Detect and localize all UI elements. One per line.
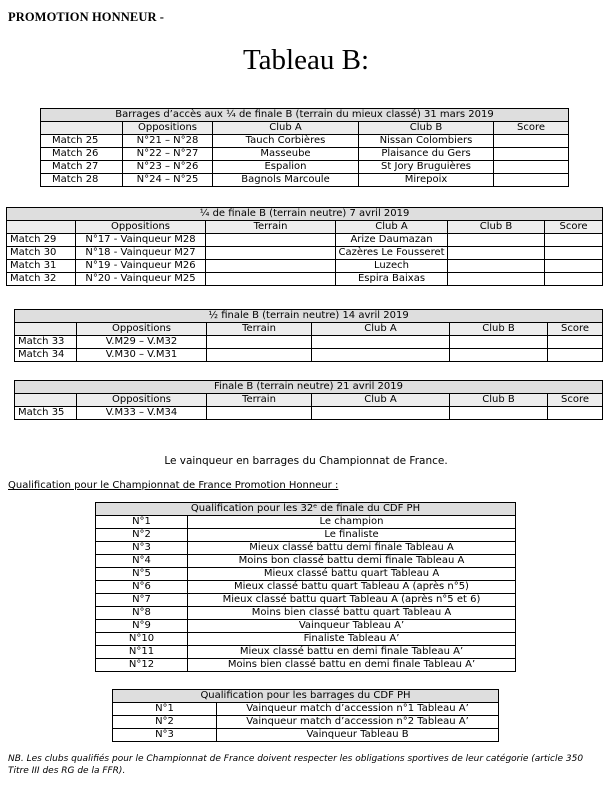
club-a	[312, 349, 450, 362]
col-header-terrain: Terrain	[207, 394, 312, 407]
col-header-club-b: Club B	[448, 221, 545, 234]
opposition: N°24 – N°25	[123, 174, 213, 187]
rank: N°6	[96, 581, 188, 594]
club-b: Nissan Colombiers	[359, 135, 494, 148]
qualification-cdf-caption: Qualification pour les 32ᵉ de finale du CDF PH	[96, 503, 516, 516]
club-b	[448, 247, 545, 260]
table-row	[7, 273, 603, 286]
rank: N°5	[96, 568, 188, 581]
table-row	[96, 594, 516, 607]
page-title: Tableau B:	[242, 44, 369, 76]
table-row	[15, 349, 603, 362]
table-row	[41, 174, 569, 187]
qualification-desc: Moins bien classé battu en demi finale Tableau A’	[188, 659, 516, 672]
opposition: N°19 - Vainqueur M26	[76, 260, 206, 273]
match-label: Match 35	[15, 407, 77, 420]
club-b: Plaisance du Gers	[359, 148, 494, 161]
table-row	[96, 633, 516, 646]
table-row	[113, 716, 499, 729]
opposition: V.M29 – V.M32	[77, 336, 207, 349]
club-a: Bagnols Marcoule	[213, 174, 359, 187]
terrain	[206, 247, 336, 260]
qualification-barrages-caption: Qualification pour les barrages du CDF PH	[113, 690, 499, 703]
rank: N°1	[113, 703, 217, 716]
match-label: Match 33	[15, 336, 77, 349]
qualification-desc: Moins bien classé battu quart Tableau A	[188, 607, 516, 620]
col-header-oppositions: Oppositions	[123, 122, 213, 135]
club-a: Cazères Le Fousseret	[336, 247, 448, 260]
qualification-desc: Mieux classé battu quart Tableau A (après n°5)	[188, 581, 516, 594]
match-label: Match 29	[7, 234, 76, 247]
terrain	[207, 349, 312, 362]
col-header-oppositions: Oppositions	[77, 323, 207, 336]
opposition: V.M33 – V.M34	[77, 407, 207, 420]
rank: N°3	[113, 729, 217, 742]
table-row	[15, 407, 603, 420]
club-b	[450, 407, 548, 420]
barrages-caption: Barrages d’accès aux ¼ de finale B (terrain du mieux classé) 31 mars 2019	[41, 109, 569, 122]
score	[545, 247, 603, 260]
quarts-table	[6, 207, 603, 286]
table-row	[96, 607, 516, 620]
qualification-desc: Mieux classé battu quart Tableau A (après n°5 et 6)	[188, 594, 516, 607]
col-header-oppositions: Oppositions	[77, 394, 207, 407]
club-b: Mirepoix	[359, 174, 494, 187]
col-header-match	[7, 221, 76, 234]
score	[548, 407, 603, 420]
table-row	[96, 516, 516, 529]
match-label: Match 25	[41, 135, 123, 148]
table-row	[15, 336, 603, 349]
score	[494, 135, 569, 148]
score	[548, 349, 603, 362]
match-label: Match 27	[41, 161, 123, 174]
club-a: Espira Baixas	[336, 273, 448, 286]
table-row	[96, 620, 516, 633]
match-label: Match 28	[41, 174, 123, 187]
match-label: Match 32	[7, 273, 76, 286]
opposition: N°18 - Vainqueur M27	[76, 247, 206, 260]
opposition: N°22 – N°27	[123, 148, 213, 161]
club-a	[312, 407, 450, 420]
rank: N°7	[96, 594, 188, 607]
rank: N°9	[96, 620, 188, 633]
nb-note: NB. Les clubs qualifiés pour le Championnat de France doivent respecter les obligations sportives de leur catégorie (article 350 Titre III des RG de la FFR).	[8, 754, 584, 776]
finale-caption: Finale B (terrain neutre) 21 avril 2019	[15, 381, 603, 394]
document-header: PROMOTION HONNEUR -	[8, 10, 165, 24]
table-row	[7, 247, 603, 260]
terrain	[206, 273, 336, 286]
table-row	[96, 555, 516, 568]
club-b	[448, 234, 545, 247]
match-label: Match 26	[41, 148, 123, 161]
qualification-desc: Vainqueur match d’accession n°2 Tableau A’	[217, 716, 499, 729]
qualification-desc: Moins bon classé battu demi finale Tableau A	[188, 555, 516, 568]
qualification-desc: Finaliste Tableau A’	[188, 633, 516, 646]
club-b	[448, 260, 545, 273]
terrain	[206, 234, 336, 247]
terrain	[207, 407, 312, 420]
club-a: Arize Daumazan	[336, 234, 448, 247]
club-a: Masseube	[213, 148, 359, 161]
rank: N°1	[96, 516, 188, 529]
table-row	[41, 161, 569, 174]
table-row	[96, 659, 516, 672]
qualification-desc: Mieux classé battu demi finale Tableau A	[188, 542, 516, 555]
finale-table	[14, 380, 603, 420]
score	[494, 161, 569, 174]
quarts-caption: ¼ de finale B (terrain neutre) 7 avril 2019	[7, 208, 603, 221]
qualification-cdf-table	[95, 502, 516, 672]
table-row	[96, 542, 516, 555]
col-header-match	[41, 122, 123, 135]
col-header-club-a: Club A	[312, 394, 450, 407]
qualification-desc: Vainqueur Tableau A’	[188, 620, 516, 633]
table-row	[113, 729, 499, 742]
club-a: Espalion	[213, 161, 359, 174]
qualification-desc: Le champion	[188, 516, 516, 529]
score	[548, 336, 603, 349]
table-row	[7, 234, 603, 247]
col-header-score: Score	[494, 122, 569, 135]
opposition: V.M30 – V.M31	[77, 349, 207, 362]
qualification-desc: Vainqueur Tableau B	[217, 729, 499, 742]
club-b	[450, 336, 548, 349]
col-header-club-b: Club B	[450, 394, 548, 407]
match-label: Match 34	[15, 349, 77, 362]
rank: N°2	[113, 716, 217, 729]
opposition: N°21 – N°28	[123, 135, 213, 148]
col-header-club-b: Club B	[359, 122, 494, 135]
score	[545, 273, 603, 286]
col-header-terrain: Terrain	[207, 323, 312, 336]
rank: N°11	[96, 646, 188, 659]
club-b	[450, 349, 548, 362]
qualification-desc: Mieux classé battu quart Tableau A	[188, 568, 516, 581]
rank: N°10	[96, 633, 188, 646]
demis-table	[14, 309, 603, 362]
rank: N°3	[96, 542, 188, 555]
qualification-heading: Qualification pour le Championnat de France Promotion Honneur :	[8, 480, 339, 491]
club-a	[312, 336, 450, 349]
opposition: N°20 - Vainqueur M25	[76, 273, 206, 286]
table-row	[7, 260, 603, 273]
table-row	[96, 581, 516, 594]
col-header-club-a: Club A	[312, 323, 450, 336]
col-header-club-a: Club A	[336, 221, 448, 234]
qualification-desc: Vainqueur match d’accession n°1 Tableau A’	[217, 703, 499, 716]
col-header-match	[15, 394, 77, 407]
table-row	[96, 646, 516, 659]
match-label: Match 30	[7, 247, 76, 260]
club-b	[448, 273, 545, 286]
qualification-desc: Mieux classé battu en demi finale Tableau A’	[188, 646, 516, 659]
match-label: Match 31	[7, 260, 76, 273]
rank: N°12	[96, 659, 188, 672]
col-header-club-a: Club A	[213, 122, 359, 135]
col-header-oppositions: Oppositions	[76, 221, 206, 234]
club-b: St Jory Bruguières	[359, 161, 494, 174]
score	[494, 174, 569, 187]
score	[545, 234, 603, 247]
table-row	[96, 529, 516, 542]
rank: N°2	[96, 529, 188, 542]
terrain	[206, 260, 336, 273]
table-row	[41, 135, 569, 148]
winner-statement: Le vainqueur en barrages du Championnat de France.	[164, 455, 448, 467]
rank: N°4	[96, 555, 188, 568]
qualification-desc: Le finaliste	[188, 529, 516, 542]
col-header-club-b: Club B	[450, 323, 548, 336]
table-row	[41, 148, 569, 161]
col-header-match	[15, 323, 77, 336]
col-header-score: Score	[548, 394, 603, 407]
table-row	[96, 568, 516, 581]
rank: N°8	[96, 607, 188, 620]
demis-caption: ½ finale B (terrain neutre) 14 avril 2019	[15, 310, 603, 323]
qualification-barrages-table	[112, 689, 499, 742]
col-header-score: Score	[545, 221, 603, 234]
barrages-table	[40, 108, 569, 187]
table-row	[113, 703, 499, 716]
club-a: Luzech	[336, 260, 448, 273]
col-header-score: Score	[548, 323, 603, 336]
club-a: Tauch Corbières	[213, 135, 359, 148]
opposition: N°23 – N°26	[123, 161, 213, 174]
col-header-terrain: Terrain	[206, 221, 336, 234]
score	[545, 260, 603, 273]
opposition: N°17 - Vainqueur M28	[76, 234, 206, 247]
score	[494, 148, 569, 161]
terrain	[207, 336, 312, 349]
